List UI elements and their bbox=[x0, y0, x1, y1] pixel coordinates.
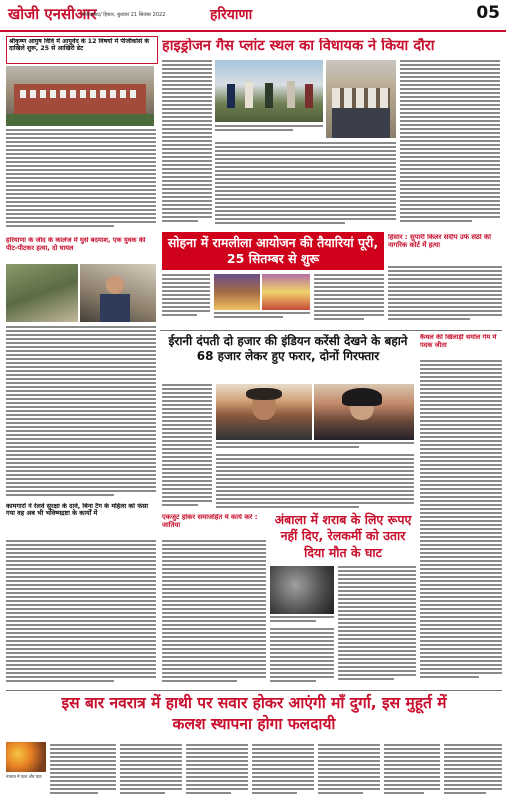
article-navratri-body-2 bbox=[120, 744, 182, 798]
hydrogen-caption bbox=[215, 125, 323, 139]
article-kaithal-body bbox=[420, 360, 502, 686]
article-hydrogen-body-2 bbox=[215, 142, 396, 230]
article-jind-body bbox=[6, 326, 156, 500]
ambala-photo bbox=[270, 566, 334, 614]
article-hydrogen-headline: हाइड्रोजन गैस प्लांट स्थल का विधायक ने किया दौरा bbox=[162, 38, 435, 54]
hydrogen-site-photo bbox=[215, 60, 323, 122]
ambala-photo-caption bbox=[270, 616, 334, 626]
iranian-accused-photo-2 bbox=[314, 384, 414, 440]
article-ramleela-body-2 bbox=[314, 274, 384, 326]
masthead bbox=[0, 0, 506, 32]
article-ramleela-headline: सोहना में रामलीला आयोजन की तैयारियां पूरी, 25 सितम्बर से शुरू bbox=[167, 235, 379, 267]
article-navratri-body-7 bbox=[444, 744, 502, 798]
article-ayush-body bbox=[6, 129, 156, 233]
article-ayush-headline: श्रीकृष्ण आयुष विवि में आयुर्वेद के 12 विषयों में पीजीकोर्स के दाखिले शुरू, 25 से आखिरी डेट bbox=[9, 38, 150, 53]
article-ambala-body-1 bbox=[270, 628, 334, 686]
page-number: 05 bbox=[476, 3, 500, 23]
divider-middle bbox=[160, 330, 502, 331]
article-iranian-body-1 bbox=[162, 384, 212, 510]
article-railway-headline: कामगारों ने रेलवे सुरक्षा के दावे, बिना टैग के महिला को फंसा गया वह अब भी भविष्यद्रष्टा के कार्यों में bbox=[6, 503, 149, 518]
article-jind-headline: हरियाणा के जींद के कालेज में घुसे बदमाश, एक युवक की पीट-पीटकर हत्या, दो घायल bbox=[6, 237, 146, 252]
jind-photo-1 bbox=[6, 264, 78, 322]
article-iranian-body-2 bbox=[216, 454, 414, 510]
iranian-photo-captions bbox=[216, 442, 414, 452]
article-ramleela-body-1 bbox=[162, 274, 210, 320]
region-label: हरियाणा bbox=[210, 7, 253, 23]
article-hydrogen-body-1 bbox=[162, 60, 212, 228]
ramleela-photo-caption bbox=[214, 312, 310, 326]
iranian-accused-photo-1 bbox=[216, 384, 312, 440]
logo: खोजी एनसीआर bbox=[8, 5, 97, 23]
article-iranian-headline: ईरानी दंपती दो हजार की इंडियन करेंसी देखने के बहाने 68 हजार लेकर हुए फरार, दोनों गिरफ्तार bbox=[168, 334, 408, 364]
article-hisar-headline: हिसार : सुपारी किलर संदीप उर्फ सेठी की नागरिक कोर्ट में हत्या bbox=[388, 234, 491, 249]
article-jatiya-headline: एकजुट होकर समाजहित में कार्य करें : जातिया bbox=[162, 514, 258, 529]
ayush-building-photo bbox=[6, 66, 154, 126]
article-navratri-body-3 bbox=[186, 744, 248, 798]
fruits-caption: नवरात्र में फल और पाठ bbox=[6, 774, 42, 779]
article-hisar-body bbox=[388, 266, 502, 326]
jind-photo-2 bbox=[80, 264, 156, 322]
article-hydrogen-body-3 bbox=[400, 60, 500, 228]
article-railway-body bbox=[6, 540, 156, 686]
ramleela-stage-photo bbox=[262, 274, 310, 310]
date-line: फरीदाबाद/ हिसार, बुधवार 21 सितंबर 2022 bbox=[82, 12, 166, 18]
article-navratri-body-4 bbox=[252, 744, 314, 798]
article-ambala-body-2 bbox=[338, 566, 416, 686]
article-kaithal-headline: कैथल की खिलाड़ी थर्मोल गेम में पदक जीता bbox=[420, 334, 497, 349]
fruits-photo bbox=[6, 742, 46, 772]
article-navratri-body-6 bbox=[384, 744, 440, 798]
divider-bottom bbox=[6, 690, 502, 691]
article-navratri-headline: इस बार नवरात्र में हाथी पर सवार होकर आएंगी माँ दुर्गा, इस मुहूर्त में कलश स्थापना होगा फलदायी bbox=[61, 694, 447, 733]
article-ambala-headline: अंबाला में शराब के लिए रूपए नहीं दिए, रेलकर्मी को उतार दिया मौत के घाट bbox=[274, 512, 412, 560]
article-navratri-body-1 bbox=[50, 744, 116, 798]
article-navratri-body-5 bbox=[318, 744, 380, 798]
ramleela-photo bbox=[214, 274, 260, 310]
hydrogen-group-photo bbox=[326, 60, 396, 138]
article-jatiya-body bbox=[162, 540, 266, 686]
